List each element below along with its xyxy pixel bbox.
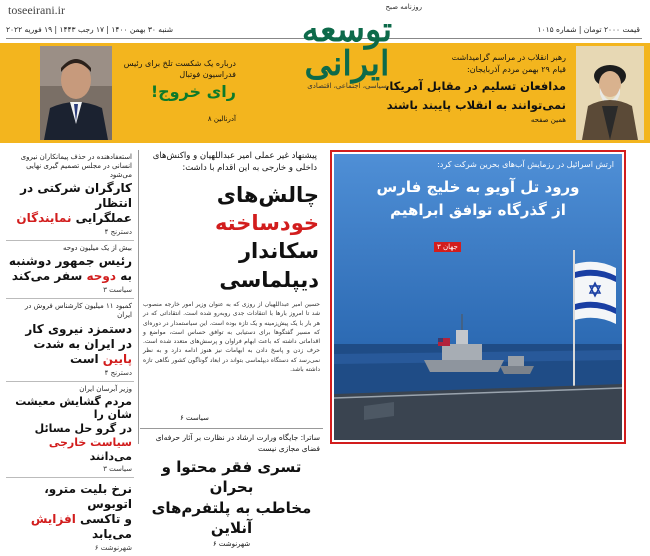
banner-left-ref: آدرنالین ۸ — [207, 115, 236, 124]
brief-head-part: به — [116, 269, 132, 284]
brief-head-part: عملگرایی — [71, 211, 132, 226]
bottom-kicker: ساترا: جایگاه ورارت ارشاد در نظارت بر آثار حرفه‌ای فضای مجازی نیست — [155, 433, 320, 453]
left-briefs-column — [6, 150, 134, 556]
feature-kicker: ارتش اسرائیل در رزمایش آب‌های بحرین شرکت کرد: — [437, 160, 614, 169]
brief-head-part: کارگران شرکتی در انتظار — [20, 181, 132, 211]
logo-tag: روزنامه صبح — [385, 3, 422, 11]
brief-headline — [8, 254, 132, 284]
banner-right-head2: نمی‌توانند به انقلاب پایبند باشند — [386, 97, 566, 112]
middle-head-red: خودساخته — [214, 210, 319, 235]
brief-head-part: نرخ بلیت مترو، اتوبوس — [44, 482, 132, 512]
bottom-headline — [140, 457, 323, 538]
brief-kicker: وزیر آبرسان ایران — [79, 384, 132, 393]
middle-head-part: چالش‌های — [216, 182, 319, 207]
brief-head-red: پایین — [102, 351, 132, 366]
bottom-head-part: تسری فقر محتوا و بحران — [161, 458, 302, 497]
middle-ref: سیاست ۶ — [180, 414, 209, 422]
middle-divider — [140, 428, 323, 429]
date-line: شنبه ۳۰ بهمن ۱۴۰۰ | ۱۷ رجب ۱۴۴۳ | ۱۹ فوریه ۲۰۲۲ — [6, 25, 174, 34]
feature-ref-badge: جهان ۳ — [434, 242, 461, 252]
brief-head-part: می‌یابد — [91, 527, 132, 542]
brief-headline — [8, 181, 132, 226]
site-url: toseeirani.ir — [8, 3, 65, 17]
brief-item[interactable] — [6, 150, 134, 241]
bottom-ref: شهرنوشت ۶ — [212, 540, 251, 548]
banner-right-sub2: قیام ۲۹ بهمن مردم آذربایجان: — [467, 65, 566, 74]
brief-headline — [8, 482, 132, 542]
brief-ref: شهرنوشت ۶ — [94, 544, 132, 553]
banner-right-sub1: رهبر انقلاب در مراسم گرامیداشت — [451, 53, 566, 62]
brief-head-part: در گرو حل مسائل — [34, 422, 132, 436]
brief-ref: دسترنج ۴ — [104, 228, 132, 237]
middle-head-part: سکاندار دیپلماسی — [219, 239, 319, 292]
issue-line: قیمت ۲۰۰۰ تومان | شماره ۱۰۱۵ — [537, 25, 640, 34]
banner-right-ref: همین صفحه — [530, 116, 566, 125]
brief-ref: سیاست ۳ — [103, 286, 132, 295]
brief-kicker: استعفادهنده در حذف پیمانکاران نیروی انسانی در مجلس تصمیم گیری نهایی می‌شود — [20, 153, 132, 180]
brief-head-part: و تاکسی — [75, 512, 132, 527]
leader-portrait-photo — [576, 46, 644, 140]
banner-right-story[interactable] — [376, 52, 566, 124]
middle-bottom-story[interactable] — [140, 433, 323, 548]
brief-head-part: می‌دانند — [89, 449, 132, 463]
brief-item[interactable] — [6, 299, 134, 381]
middle-body-text: حسین امیر عبداللهیان از روزی که به عنوان وزیر امور خارجه منصوب شد تا امروز بارها با انتقادات جدی روبه‌رو شده است. انتقاداتی که در هر بار با یک پیش‌زمینه و یک تازه بوده است. این سیاستمدار در دوره‌ای که مسیر گفتگوها برای دستیابی به توافق حساس است، مواضع و اقداماتی داشته که باعث ابهام فراوان و پرسش‌های متعدد شده است. حرف زدن و پاسخ دادن به ابهامات نیز هنوز ادامه دارد و به نظر نمی‌رسد که دستگاه دیپلماسی بتواند در ابعاد گوناگون کشور نگاهی تازه داشته باشد. — [143, 301, 320, 374]
brief-kicker: کمبود ۱۱ میلیون کارشناس فروش در ایران — [24, 302, 132, 320]
column-divider — [138, 150, 139, 444]
banner-left-sub: درباره یک شکست تلخ برای رئیس فدراسیون فوتبال — [123, 59, 236, 80]
feature-head-part: ورود تل آویو به خلیج فارس — [376, 178, 580, 196]
man-portrait-photo — [40, 46, 112, 140]
feature-headline — [342, 176, 614, 221]
brief-head-red: افزایش — [30, 512, 76, 527]
brief-head-part: است — [69, 351, 103, 366]
brief-head-part: دستمزد نیروی کار — [25, 321, 132, 336]
brief-item[interactable] — [6, 241, 134, 299]
middle-kicker: پیشنهاد غیر عملی امیر عبداللهیان و واکنش‌های داخلی و خارجی به این اقدام با داشت: — [152, 151, 317, 174]
brief-headline — [8, 322, 132, 367]
bottom-head-part: مخاطب به پلتفرم‌های آنلاین — [151, 498, 312, 537]
brief-item[interactable] — [6, 478, 134, 556]
brief-head-red: دوحه — [86, 269, 117, 284]
middle-main-story[interactable] — [140, 150, 323, 422]
feature-story[interactable] — [330, 150, 626, 444]
brief-headline — [8, 395, 132, 464]
feature-head-part: از گذرگاه توافق ابراهیم — [390, 200, 566, 219]
brief-head-red: نمایندگان — [16, 211, 72, 226]
feature-photo-panel — [334, 154, 622, 440]
logo-subtitle: سیاسی، اجتماعی، اقتصادی — [307, 82, 387, 90]
brief-head-part: در ایران به شدت — [33, 336, 132, 351]
brief-head-red: سیاست خارجی — [48, 435, 132, 449]
banner-left-story[interactable] — [118, 58, 236, 123]
brief-item[interactable] — [6, 382, 134, 479]
brief-ref: سیاست ۳ — [103, 465, 132, 474]
brief-head-part: مردم گشایش معیشت شان را — [15, 394, 132, 422]
middle-headline — [140, 181, 319, 294]
brief-kicker: بیش از یک میلیون دوحه — [62, 244, 132, 253]
brief-head-part: رئیس جمهور دوشنبه — [8, 254, 132, 269]
middle-column — [140, 150, 323, 548]
brief-ref: دسترنج ۴ — [104, 368, 132, 377]
brief-head-part: سفر می‌کند — [11, 269, 87, 284]
logo-text: توسعه ایرانی — [301, 10, 393, 84]
banner-left-headline: رای خروج! — [150, 82, 236, 102]
banner-right-head1: مدافعان تسلیم در مقابل آمریکا، — [384, 79, 566, 93]
